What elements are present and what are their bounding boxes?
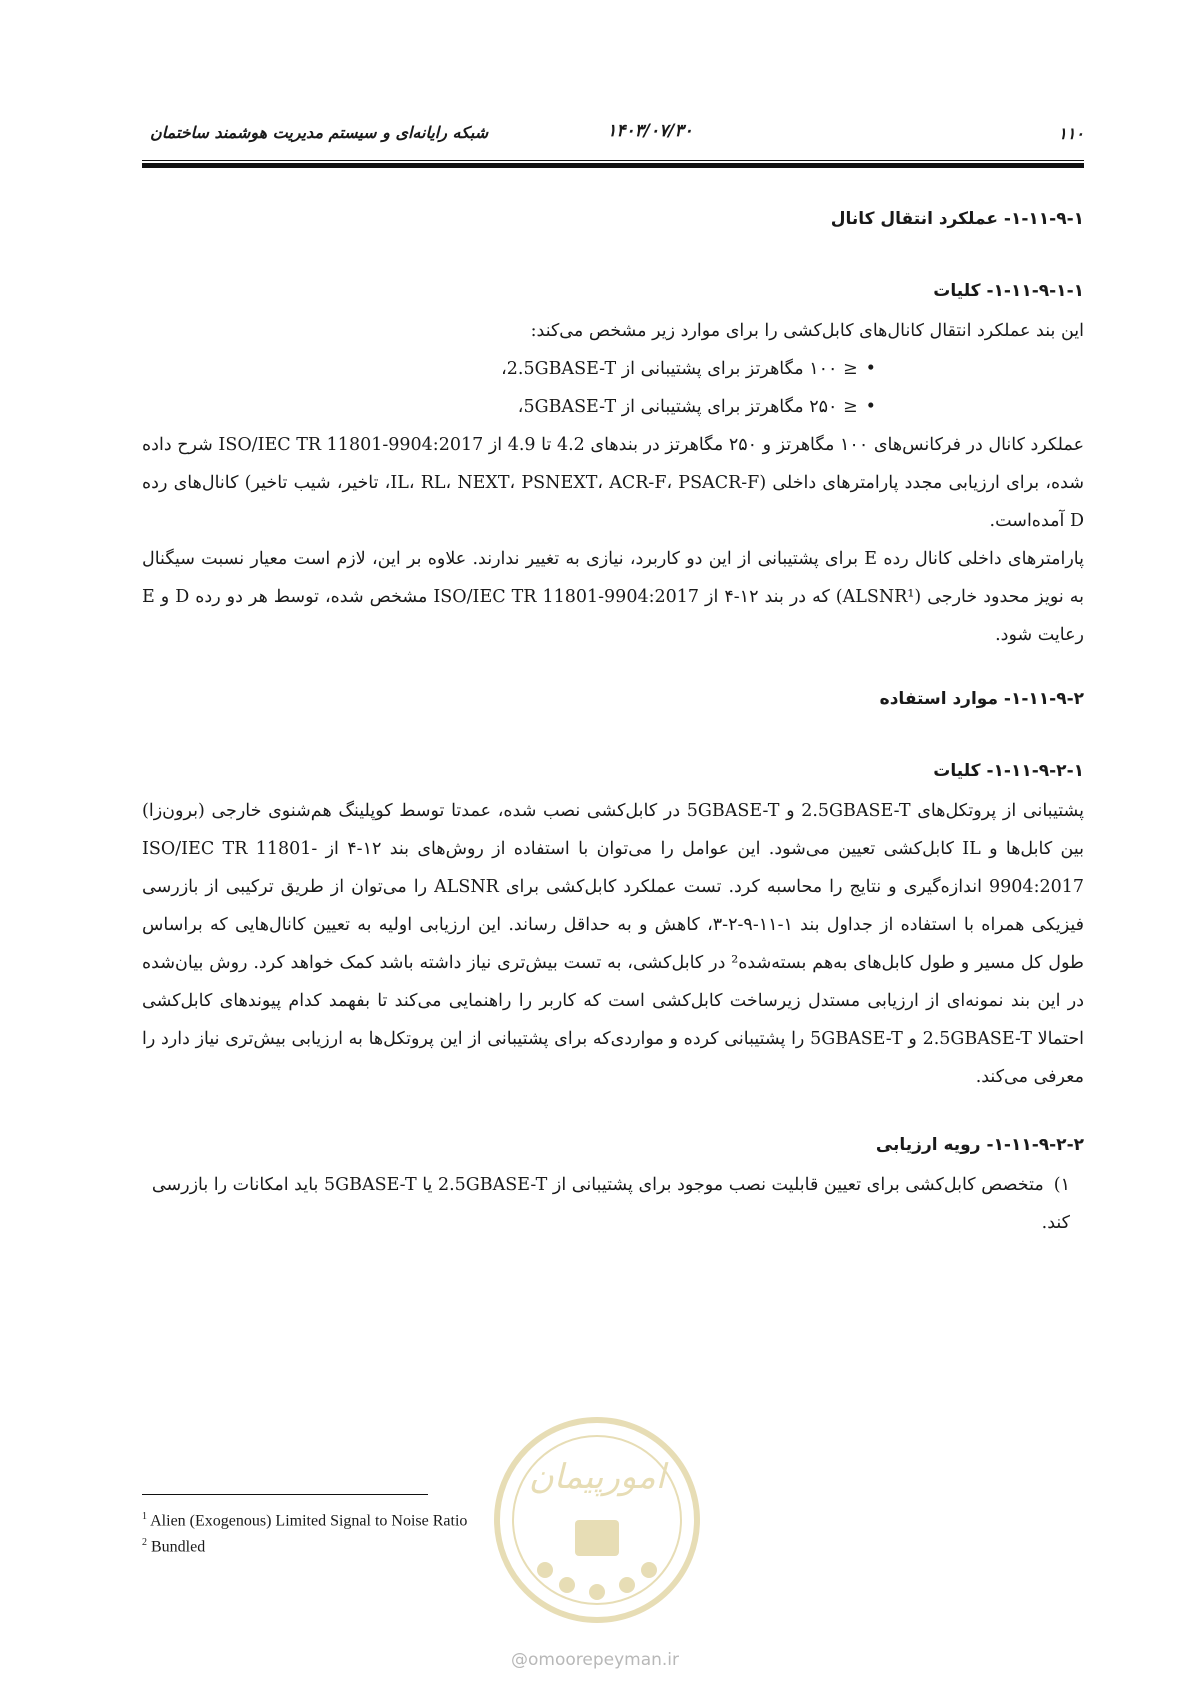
list-item: [142, 388, 876, 426]
bullet-list: [142, 350, 1084, 426]
section-heading: ۱-۱۱-۹-۱- عملکرد انتقال کانال: [830, 209, 1084, 229]
seal-text: امورپیمان: [528, 1457, 666, 1497]
list-number: ۱): [1053, 1175, 1070, 1195]
header-rule-thick: [142, 163, 1084, 168]
list-item: [142, 350, 876, 388]
footnote: $^1$ Alien (Exogenous) Limited Signal to Noise Ratio: [142, 1511, 468, 1530]
subsection-heading: ۱-۱۱-۹-۲-۱- کلیات: [933, 761, 1084, 781]
page-number: ۱۱۰: [1058, 124, 1084, 143]
list-item: [142, 1166, 1070, 1242]
footnote: $^2$ Bundled: [142, 1537, 206, 1556]
list-item-text: ≤ ۱۰۰ مگاهرتز برای پشتیبانی از 2.5GBASE-T،: [501, 359, 858, 379]
paragraph: پارامترهای داخلی کانال رده E برای پشتیبانی از این دو کاربرد، نیازی به تغییر ندارند. علاوه بر این، لازم است معیار نسبت سیگنال به نویز محدود خارجی (ALSNR¹) که در بند ۱۲-۴ از ISO/IEC TR 11801-9904:2017 مشخص شده، توسط هر دو رده D و E رعایت شود.: [142, 549, 1084, 645]
seal-watermark-icon: [475, 1410, 720, 1640]
paragraph: عملکرد کانال در فرکانس‌های ۱۰۰ مگاهرتز و ۲۵۰ مگاهرتز در بندهای 4.2 تا 4.9 از ISO/IEC TR 11801-9904:2017 شرح داده شده، برای ارزیابی مجدد پارامترهای داخلی (IL، RL، NEXT، PSNEXT، ACR-F، PSACR-F، تاخیر، شیب تاخیر) کانال‌های رده D آمده‌است.: [142, 435, 1085, 531]
watermark-site: @omoorepeyman.ir: [510, 1650, 680, 1670]
paragraph: پشتیبانی از پروتکل‌های 2.5GBASE-T و 5GBASE-T در کابل‌کشی نصب شده، عمدتا توسط کوپلینگ هم‌شنوی خارجی (برون‌زا) بین کابل‌ها و IL کابل‌کشی تعیین می‌شود. این عوامل را می‌توان با استفاده از روش‌های بند ۱۲-۴ از ISO/IEC TR 11801-9904:2017 اندازه‌گیری و نتایج را محاسبه کرد. تست عملکرد کابل‌کشی برای ALSNR را می‌توان از طریق ترکیبی از بازرسی فیزیکی همراه با استفاده از جداول بند ۱-۱۱-۹-۲-۳، کاهش و به حداقل رساند. این ارزیابی اولیه به تعیین کانال‌هایی که براساس طول کل مسیر و طول کابل‌های به‌هم بسته‌شده² در کابل‌کشی، به تست بیش‌تری نیاز داشته باشد کمک خواهد کرد. روش بیان‌شده در این بند نمونه‌ای از ارزیابی مستدل زیرساخت کابل‌کشی است که کاربر را راهنمایی می‌کند تا بفهمد کدام پیوندهای کابل‌کشی احتمالا 2.5GBASE-T و 5GBASE-T را پشتیبانی کرده و مواردی‌که برای پشتیبانی از این پروتکل‌ها به ارزیابی بیش‌تری نیاز دارد را معرفی می‌کند.: [142, 801, 1085, 1087]
list-item-text: ≤ ۲۵۰ مگاهرتز برای پشتیبانی از 5GBASE-T،: [517, 397, 858, 417]
header-rule-thin: [142, 160, 1084, 161]
paragraph: این بند عملکرد انتقال کانال‌های کابل‌کشی را برای موارد زیر مشخص می‌کند:: [530, 321, 1084, 341]
header-date: ۱۴۰۳/۰۷/۳۰: [607, 121, 693, 141]
subsection-heading: ۱-۱۱-۹-۲-۲- رویه ارزیابی: [875, 1135, 1084, 1155]
header-title: شبکه رایانه‌ای و سیستم مدیریت هوشمند ساختمان: [150, 123, 489, 142]
document-body: [142, 200, 1084, 1242]
numbered-list: [142, 1166, 1084, 1242]
section-heading: ۱-۱۱-۹-۲- موارد استفاده: [879, 689, 1084, 709]
subsection-heading: ۱-۱۱-۹-۱-۱- کلیات: [933, 281, 1084, 301]
footnotes: [142, 1506, 467, 1559]
footnote-rule: [142, 1494, 428, 1495]
list-item-text: متخصص کابل‌کشی برای تعیین قابلیت نصب موجود برای پشتیبانی از 2.5GBASE-T یا 5GBASE-T باید امکانات را بازرسی کند.: [151, 1175, 1070, 1233]
